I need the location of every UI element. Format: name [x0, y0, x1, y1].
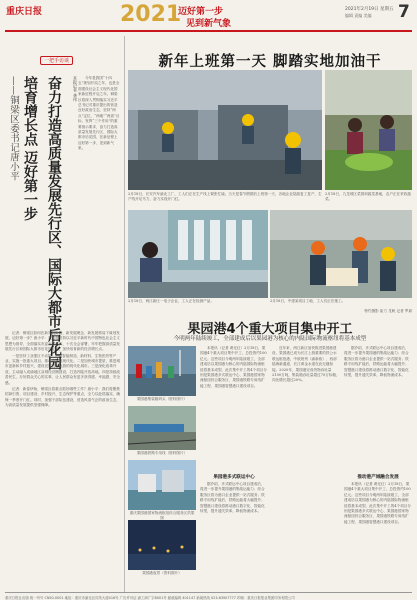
story2-column-3b: 本报讯（记者 黄光红）2月18日，果园港4个重大项目集中开工，总投资约100亿元。这些项目今明两年陆续竣工，全部建成后以果园港为核心的内陆国际物流枢纽将基本成型。此次集中开工的4个项目分别是果园港多式联运中心、果园港国家物流枢纽综合服务区、果园港铁路专用线扩能工程、果园港智慧港口建设项目。 — [344, 482, 411, 524]
vegetable-farm-image — [325, 70, 412, 190]
railway-image — [128, 406, 196, 450]
construction-photo — [270, 210, 412, 298]
header-rule — [5, 30, 412, 32]
interview-paragraph: 一是坚持工业强区不动摇，围绕智能制造、新材料、生物医药等产业，实施一批重大项目，推动产业链现代化。二是加快城市提质，推进城市更新和乡村振兴，建设宜居宜业宜游的现代化城市。三是深化改革开放，主动融入成渝地区双城经济圈建设，打造内陆开放高地。四是持续改善民生，办好群众关心的实事，让人民群众有更多获得感、幸福感、安全感。 — [5, 353, 120, 385]
electronics-photo — [128, 210, 268, 298]
reporter-byline: 本报记者 龚伟 — [73, 76, 78, 102]
interview-intro: 今年是我国“十四五”规划开局之年，也是全面建设社会主义现代化国家新征程开启之年。铜梁区将深入贯彻落实习近平总书记对重庆提出的营造良好政治生态，坚持“两点”定位、“两地”“两高”目标，发挥“三个作用”的重要指示要求，奋力打造高质量发展先行区、国际大都市后花园，在新征程上迈好第一步，见到新气象。 — [78, 76, 120, 151]
page-number: 7 — [398, 2, 410, 22]
banner-slogan-1: 迈好第一步 — [178, 7, 224, 17]
caption-4: 2月18日，中建某项目工地，工人们正在施工。 — [270, 299, 346, 303]
caption-1: 2月18日，长安汽车渝北工厂，工人们正在生产线上紧张忙碌。当天是春节假期后上班第一天，各地企业陆续复工复产，生产线开足马力，奋力实现开门红。 — [128, 192, 322, 201]
electronics-worker-image — [128, 210, 268, 298]
port-night-image — [128, 520, 196, 570]
port-photo-2 — [128, 406, 196, 450]
newspaper-logo: 重庆日报 — [6, 7, 43, 17]
factory-photo — [128, 70, 322, 190]
page-footer: 重庆日报社出版 统一刊号 CN50-0001 地址：重庆市渝北区同茂大道416号 广告许可证 渝工商广字8001号 邮政编码 401147 新闻热线 023-63907777 印刷：重庆日报报业集团印务有限公司 — [5, 592, 412, 600]
interview-paragraph: 记者：新春伊始，铜梁区将重点抓好哪些工作？唐小平：我们将聚焦招商引资、项目建设、乡村振兴、生态保护等重点，全力以赴抓落实，确保一季度开门红。同时，加强干部队伍建设，营造风清气正的政治生态，为高质量发展提供坚强保障。 — [5, 387, 120, 408]
port-photo-1 — [128, 346, 196, 396]
interview-subtitle: ——铜梁区委书记唐小平 — [8, 76, 19, 181]
container-port-image — [128, 346, 196, 396]
caption-c: 重庆果园港国家物流枢纽综合服务区效果图 — [129, 511, 195, 520]
story2-column-1: 本报讯（记者 黄光红）2月18日，果园港4个重大项目集中开工，总投资约100亿元。这些项目今明两年陆续竣工，全部建成后以果园港为核心的内陆国际物流枢纽将基本成型。此次集中开工的4个项目分别是果园港多式联运中心、果园港国家物流枢纽综合服务区、果园港铁路专用线扩能工程、果园港智慧港口建设项目。 — [200, 346, 267, 388]
story2-subhead-a: 果园港多式联运中心 — [213, 475, 255, 480]
caption-a: 果园港集装箱码头（资料图片） — [136, 397, 188, 401]
caption-b: 果园港铁路专用线（资料图片） — [136, 451, 188, 455]
story2-column-1b: 据介绍，多式联运中心项目建成后，将进一步提升果园港的集疏运能力；综合服务区将为港口企业提供一站式服务；铁路专用线扩能后，铁路运能将大幅提升；智慧港口建设将推动港口数字化、智能化转型，提升通关效率，降低物流成本。 — [200, 482, 265, 514]
vegetable-photo — [325, 70, 412, 190]
masthead — [0, 0, 417, 30]
caption-d: 果园港夜景（资料图片） — [142, 571, 182, 575]
port-photo-3 — [128, 460, 196, 510]
photo-credit: 特约摄影 崔力 龙帆 记者 罗斌 — [364, 309, 412, 313]
interview-body — [5, 331, 120, 593]
issue-date: 2021年2月19日 星期五 — [345, 7, 394, 12]
section-label: 一把手访谈 — [40, 56, 73, 65]
story2-subhead-b: 推动港产城融合发展 — [357, 475, 399, 480]
interview-title-1: 奋力打造高质量发展先行区、国际大都市后花园 — [46, 76, 62, 370]
banner-slogan-2: 见到新气象 — [186, 19, 232, 29]
editor-credits: 编辑 责编 美编 — [345, 13, 372, 18]
logistics-hub-rendering — [128, 460, 196, 510]
construction-workers-image — [270, 210, 412, 298]
column-divider — [124, 36, 125, 592]
story1-headline: 新年上班第一天 脚踏实地加油干 — [158, 54, 382, 70]
story2-headline: 果园港4个重大项目集中开工 — [187, 322, 353, 337]
story2-column-3: 据介绍，多式联运中心项目建成后，将进一步提升果园港的集疏运能力；综合服务区将为港口企业提供一站式服务；铁路专用线扩能后，铁路运能将大幅提升；智慧港口建设将推动港口数字化、智能化转型，提升通关效率，降低物流成本。 — [344, 346, 409, 378]
port-photo-4 — [128, 520, 196, 570]
story2-subheadline: 今明两年陆续竣工，全部建成后以果园港为核心的内陆国际物流枢纽将基本成型 — [173, 336, 367, 342]
banner-year: 2021 — [120, 2, 182, 27]
caption-3: 2月18日，两江新区一电子企业，工人正在检测产品。 — [128, 299, 214, 303]
interview-title-2: 培育增长点 迈好第一步 — [22, 76, 38, 221]
caption-2: 2月18日，九龙坡区菜园坝蔬菜基地，农户正在采收蔬菜。 — [325, 192, 411, 201]
interview-paragraph: 记者：铜梁区如何在新发展阶段、新发展理念、新发展格局下谋划发展，迈好第一步？唐小平：我们将坚持以习近平新时代中国特色社会主义思想为指导，全面落实市委五届九次、十次全会部署，牢牢把握高质量发展先行区和国际大都市后花园定位，加快培育新的经济增长点。 — [5, 331, 120, 352]
factory-workers-image — [128, 70, 322, 190]
story2-column-2: 近年来，两江新区加快推进果园港建设，果园港已成为长江上游重要的铁公水联运枢纽港，中欧班列（渝新欧）、西部陆海新通道、长江黄金水道在此无缝衔接。2020年，果园港完成货物吞吐量2100万吨，集装箱吞吐量超过70万标箱，同比增长超过20%。 — [272, 346, 340, 383]
